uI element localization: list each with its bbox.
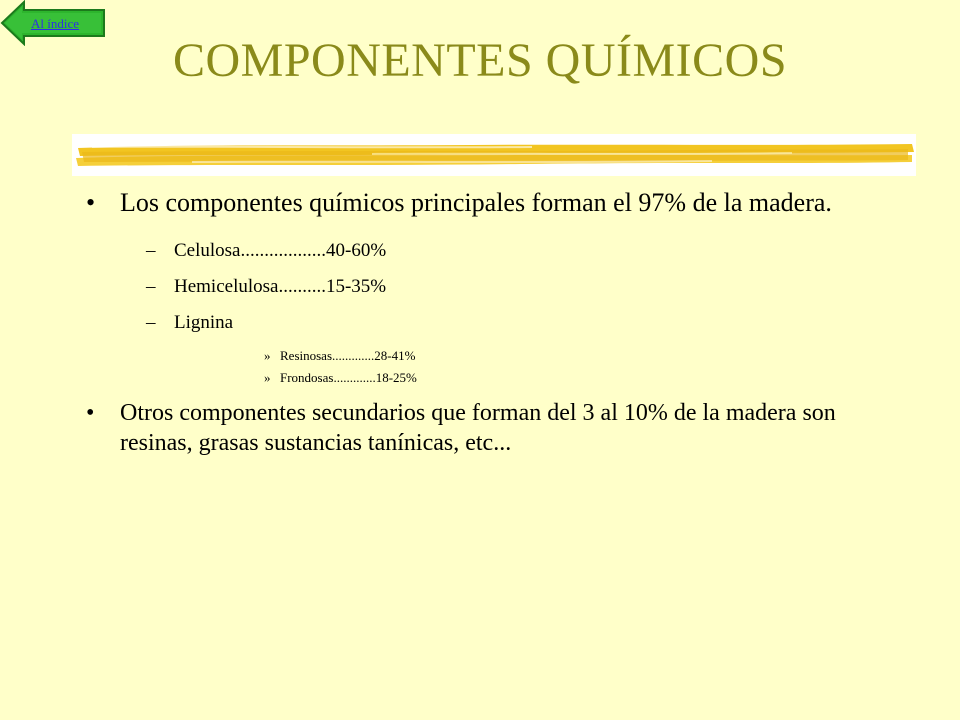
chevron-marker: »	[264, 370, 271, 385]
list-item	[80, 398, 880, 458]
dash-marker: –	[146, 276, 156, 297]
brush-stroke-divider	[72, 134, 916, 176]
sub-list-item	[146, 276, 880, 312]
sub-list-item-text: Hemicelulosa..........15-35%	[174, 276, 387, 297]
dash-marker: –	[146, 312, 156, 333]
sub-list-item	[146, 240, 880, 276]
dash-marker: –	[146, 240, 156, 261]
sub-list	[80, 240, 880, 348]
chevron-marker: »	[264, 348, 271, 363]
nested-sub-list	[80, 348, 880, 392]
list-item	[80, 186, 880, 219]
list-item-text: Los componentes químicos principales forman el 97% de la madera.	[120, 188, 832, 217]
list-item-text: Otros componentes secundarios que forman del 3 al 10% de la madera son resinas, grasas sustancias tanínicas, etc...	[120, 400, 836, 456]
sub-list-item	[146, 312, 880, 348]
nested-list-item-text: Frondosas.............18-25%	[280, 370, 417, 385]
nested-list-item-text: Resinosas.............28-41%	[280, 348, 416, 363]
nested-list-item	[264, 348, 880, 370]
nested-list-item	[264, 370, 880, 392]
back-to-index-label[interactable]: Al índice	[31, 16, 80, 31]
page-title: COMPONENTES QUÍMICOS	[172, 34, 788, 87]
bullet-marker: •	[86, 400, 95, 426]
sub-list-item-text: Lignina	[174, 312, 234, 333]
sub-list-item-text: Celulosa..................40-60%	[174, 240, 387, 261]
bullet-marker: •	[86, 188, 96, 217]
bullet-list	[80, 186, 880, 458]
